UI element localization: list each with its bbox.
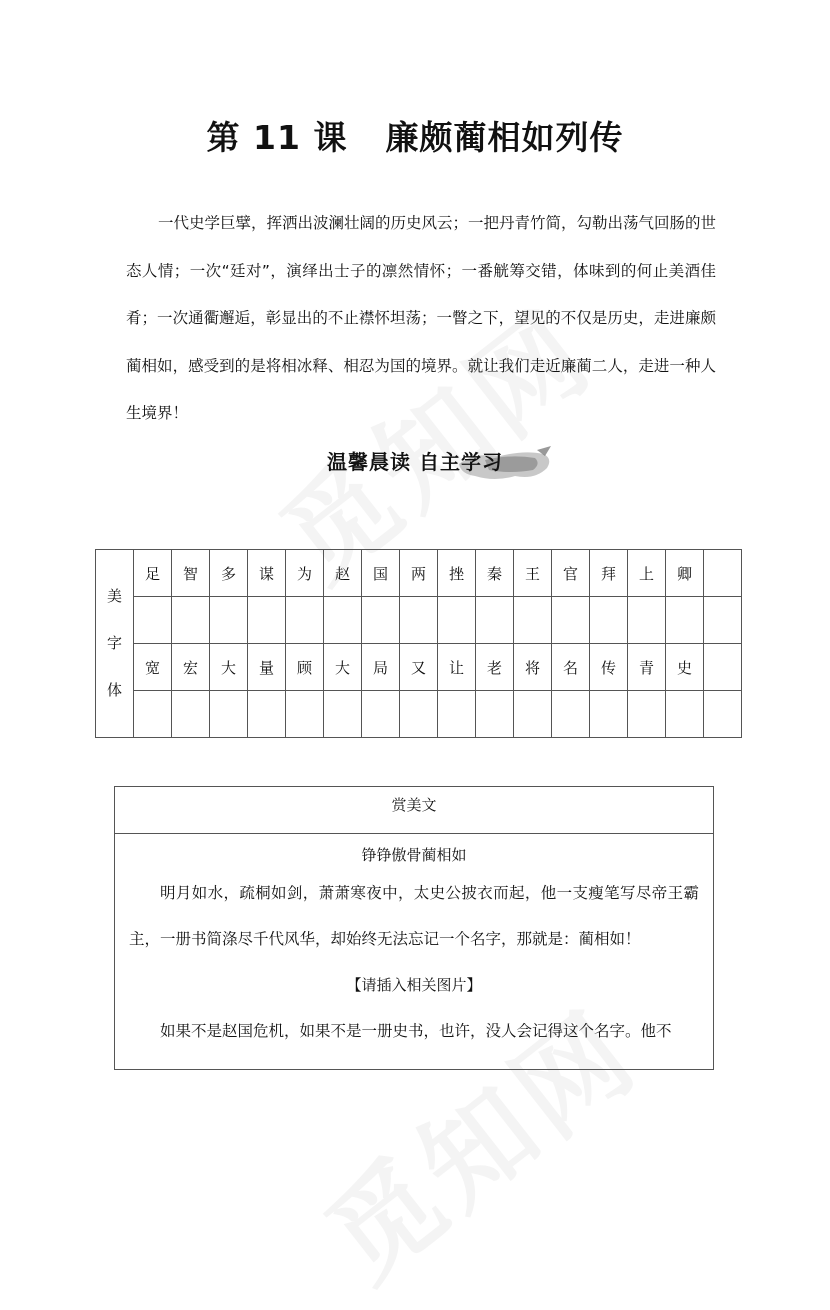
- writing-cell[interactable]: [438, 691, 476, 738]
- writing-cell[interactable]: [476, 597, 514, 644]
- char-cell: 为: [286, 550, 324, 597]
- writing-cell[interactable]: [362, 691, 400, 738]
- char-cell: 名: [552, 644, 590, 691]
- char-cell: 国: [362, 550, 400, 597]
- char-cell: 谋: [248, 550, 286, 597]
- lesson-name: 廉颇蔺相如列传: [385, 118, 624, 157]
- writing-cell[interactable]: [248, 691, 286, 738]
- writing-cell[interactable]: [514, 691, 552, 738]
- label-char: 体: [106, 681, 122, 699]
- essay-paragraph: 如果不是赵国危机，如果不是一册史书，也许，没人会记得这个名字。他不: [160, 1022, 672, 1040]
- label-char: 字: [106, 634, 122, 652]
- essay-box-body: [115, 840, 713, 1054]
- writing-cell[interactable]: [666, 691, 704, 738]
- writing-cell[interactable]: [172, 597, 210, 644]
- writing-cell[interactable]: [362, 597, 400, 644]
- char-cell: 上: [628, 550, 666, 597]
- char-cell: 局: [362, 644, 400, 691]
- essay-paragraph: 明月如水，疏桐如剑，萧萧寒夜中，太史公披衣而起，他一支瘦笔写尽帝王霸主，一册书简涤尽千代风华，却始终无法忘记一个名字，那就是：蔺相如！: [129, 884, 699, 948]
- writing-cell[interactable]: [172, 691, 210, 738]
- writing-cell[interactable]: [704, 597, 742, 644]
- table-row: [96, 644, 742, 691]
- writing-cell[interactable]: [476, 691, 514, 738]
- char-cell: 卿: [666, 550, 704, 597]
- section-heading: [0, 442, 830, 486]
- char-cell: 官: [552, 550, 590, 597]
- char-cell: [704, 550, 742, 597]
- char-cell: 智: [172, 550, 210, 597]
- char-cell: 多: [210, 550, 248, 597]
- table-row: [96, 597, 742, 644]
- writing-cell[interactable]: [324, 691, 362, 738]
- writing-cell[interactable]: [666, 597, 704, 644]
- writing-cell[interactable]: [590, 597, 628, 644]
- essay-box-heading: 赏美文: [115, 787, 713, 834]
- writing-cell[interactable]: [286, 597, 324, 644]
- char-cell: 大: [324, 644, 362, 691]
- char-cell: 传: [590, 644, 628, 691]
- char-cell: 宽: [134, 644, 172, 691]
- char-cell: 拜: [590, 550, 628, 597]
- char-cell: 将: [514, 644, 552, 691]
- char-cell: 两: [400, 550, 438, 597]
- image-placeholder-note: 【请插入相关图片】: [346, 976, 482, 994]
- writing-cell[interactable]: [628, 597, 666, 644]
- writing-cell[interactable]: [438, 597, 476, 644]
- char-cell: 赵: [324, 550, 362, 597]
- table-row: [96, 691, 742, 738]
- writing-cell[interactable]: [628, 691, 666, 738]
- essay-box: [114, 786, 714, 1070]
- char-cell: 又: [400, 644, 438, 691]
- writing-cell[interactable]: [400, 691, 438, 738]
- char-cell: 挫: [438, 550, 476, 597]
- char-cell: 宏: [172, 644, 210, 691]
- char-cell: [704, 644, 742, 691]
- char-cell: 老: [476, 644, 514, 691]
- intro-paragraph: 一代史学巨擘，挥洒出波澜壮阔的历史风云；一把丹青竹简，勾勒出荡气回肠的世态人情；一次“廷对”，演绎出士子的凛然情怀；一番觥筹交错，体味到的何止美酒佳肴；一次通衢邂逅，彰显出的不止襟怀坦荡；一瞥之下，望见的不仅是历史，走进廉颇蔺相如，感受到的是将相冰释、相忍为国的境界。就让我们走近廉蔺二人，走进一种人生境界！: [126, 214, 717, 422]
- lesson-number: 第 11 课: [206, 118, 348, 157]
- writing-cell[interactable]: [210, 691, 248, 738]
- character-table: [95, 549, 742, 738]
- label-char: 美: [106, 587, 122, 605]
- writing-cell[interactable]: [590, 691, 628, 738]
- writing-cell[interactable]: [514, 597, 552, 644]
- section-heading-text: 温馨晨读 自主学习: [327, 450, 503, 474]
- writing-cell[interactable]: [134, 691, 172, 738]
- writing-cell[interactable]: [400, 597, 438, 644]
- essay-title: 铮铮傲骨蔺相如: [361, 846, 467, 864]
- writing-cell[interactable]: [324, 597, 362, 644]
- char-cell: 秦: [476, 550, 514, 597]
- table-label: [96, 550, 134, 738]
- char-cell: 足: [134, 550, 172, 597]
- writing-cell[interactable]: [210, 597, 248, 644]
- char-cell: 青: [628, 644, 666, 691]
- writing-cell[interactable]: [248, 597, 286, 644]
- writing-cell[interactable]: [552, 691, 590, 738]
- char-cell: 量: [248, 644, 286, 691]
- char-cell: 顾: [286, 644, 324, 691]
- page-title: [0, 112, 830, 159]
- writing-cell[interactable]: [286, 691, 324, 738]
- writing-cell[interactable]: [134, 597, 172, 644]
- char-cell: 让: [438, 644, 476, 691]
- char-cell: 王: [514, 550, 552, 597]
- char-cell: 史: [666, 644, 704, 691]
- char-cell: 大: [210, 644, 248, 691]
- writing-cell[interactable]: [552, 597, 590, 644]
- table-row: [96, 550, 742, 597]
- writing-cell[interactable]: [704, 691, 742, 738]
